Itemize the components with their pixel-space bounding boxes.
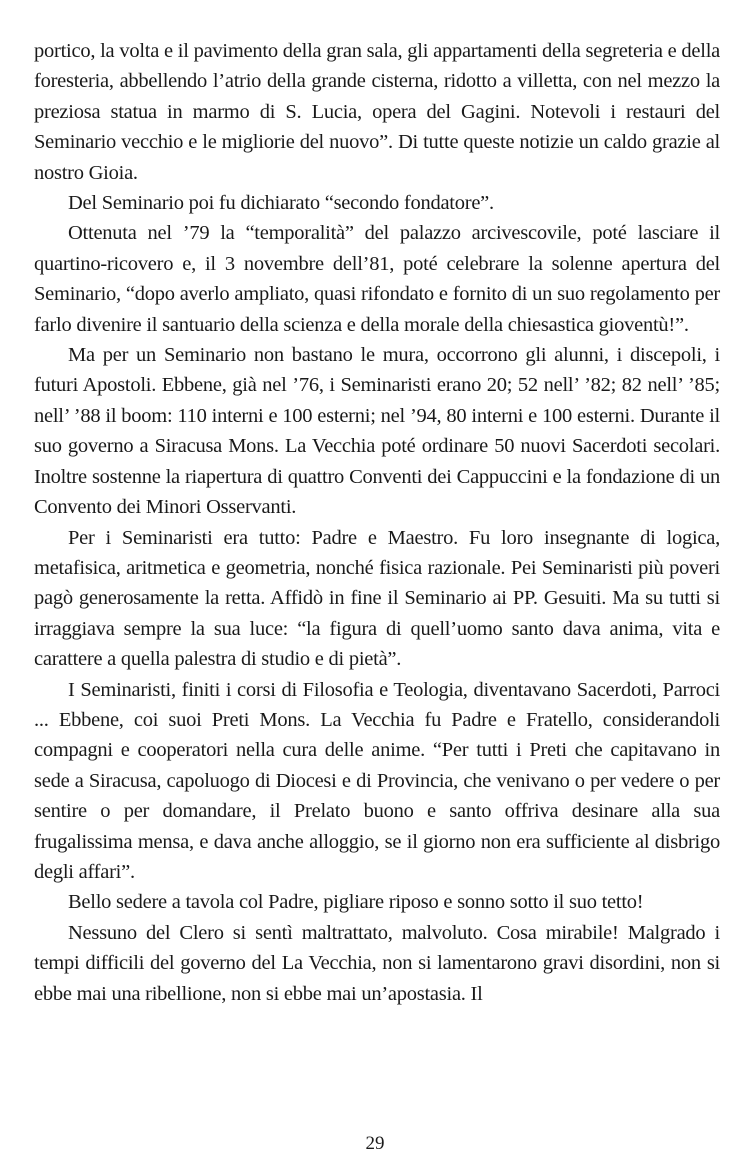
- paragraph-1: portico, la volta e il pavimento della gran sala, gli appartamenti della segreteria e della foresteria, abbellendo l’atrio della grande cisterna, ridotto a villetta, con nel mezzo la preziosa statua in marmo di S. Lucia, opera del Gagini. Notevoli i restauri del Seminario vecchio e le migliorie del nuovo”. Di tutte queste notizie un caldo grazie al nostro Gioia.: [34, 40, 720, 184]
- page-body: [34, 36, 720, 1009]
- paragraph-3: Ottenuta nel ’79 la “temporalità” del palazzo arcivescovile, poté lasciare il quartino-ricovero e, il 3 novembre dell’81, poté celebrare la solenne apertura del Seminario, “dopo averlo ampliato, quasi rifondato e fornito di un suo regolamento per farlo divenire il santuario della scienza e della morale della chiesastica gioventù!”.: [34, 222, 720, 336]
- paragraph-7: Bello sedere a tavola col Padre, pigliare riposo e sonno sotto il suo tetto!: [68, 891, 644, 914]
- paragraph-6: I Seminaristi, finiti i corsi di Filosofia e Teologia, diventavano Sacerdoti, Parroci ... Ebbene, coi suoi Preti Mons. La Vecchia fu Padre e Fratello, considerandoli compagni e cooperatori nella cura delle anime. “Per tutti i Preti che capitavano in sede a Siracusa, capoluogo di Diocesi e di Provincia, che venivano o per vedere o per sentire o per domandare, il Prelato buono e santo offriva desinare alla sua frugalissima mensa, e dava anche alloggio, se il giorno non era sufficiente al disbrigo degli affari”.: [34, 678, 720, 883]
- page-number: 29: [365, 1133, 385, 1154]
- paragraph-5: Per i Seminaristi era tutto: Padre e Maestro. Fu loro insegnante di logica, metafisica, aritmetica e geometria, nonché fisica razionale. Pei Seminaristi più poveri pagò generosamente la retta. Affidò in fine il Seminario ai PP. Gesuiti. Ma su tutti si irraggiava sempre la sua luce: “la figura di quell’uomo santo dava anima, vita e carattere a quella palestra di studio e di pietà”.: [34, 526, 720, 671]
- paragraph-4: Ma per un Seminario non bastano le mura, occorrono gli alunni, i discepoli, i futuri Apostoli. Ebbene, già nel ’76, i Seminaristi erano 20; 52 nell’ ’82; 82 nell’ ’85; nell’ ’88 il boom: 110 interni e 100 esterni; nel ’94, 80 interni e 100 esterni. Durante il suo governo a Siracusa Mons. La Vecchia poté ordinare 50 nuovi Sacerdoti secolari. Inoltre sostenne la riapertura di quattro Conventi dei Cappuccini e la fondazione di un Convento dei Minori Osservanti.: [34, 344, 720, 519]
- paragraph-8: Nessuno del Clero si sentì maltrattato, malvoluto. Cosa mirabile! Malgrado i tempi difficili del governo del La Vecchia, non si lamentarono gravi disordini, non si ebbe mai una ribellione, non si ebbe mai un’apostasia. Il: [34, 921, 720, 1005]
- paragraph-2: Del Seminario poi fu dichiarato “secondo fondatore”.: [68, 192, 494, 215]
